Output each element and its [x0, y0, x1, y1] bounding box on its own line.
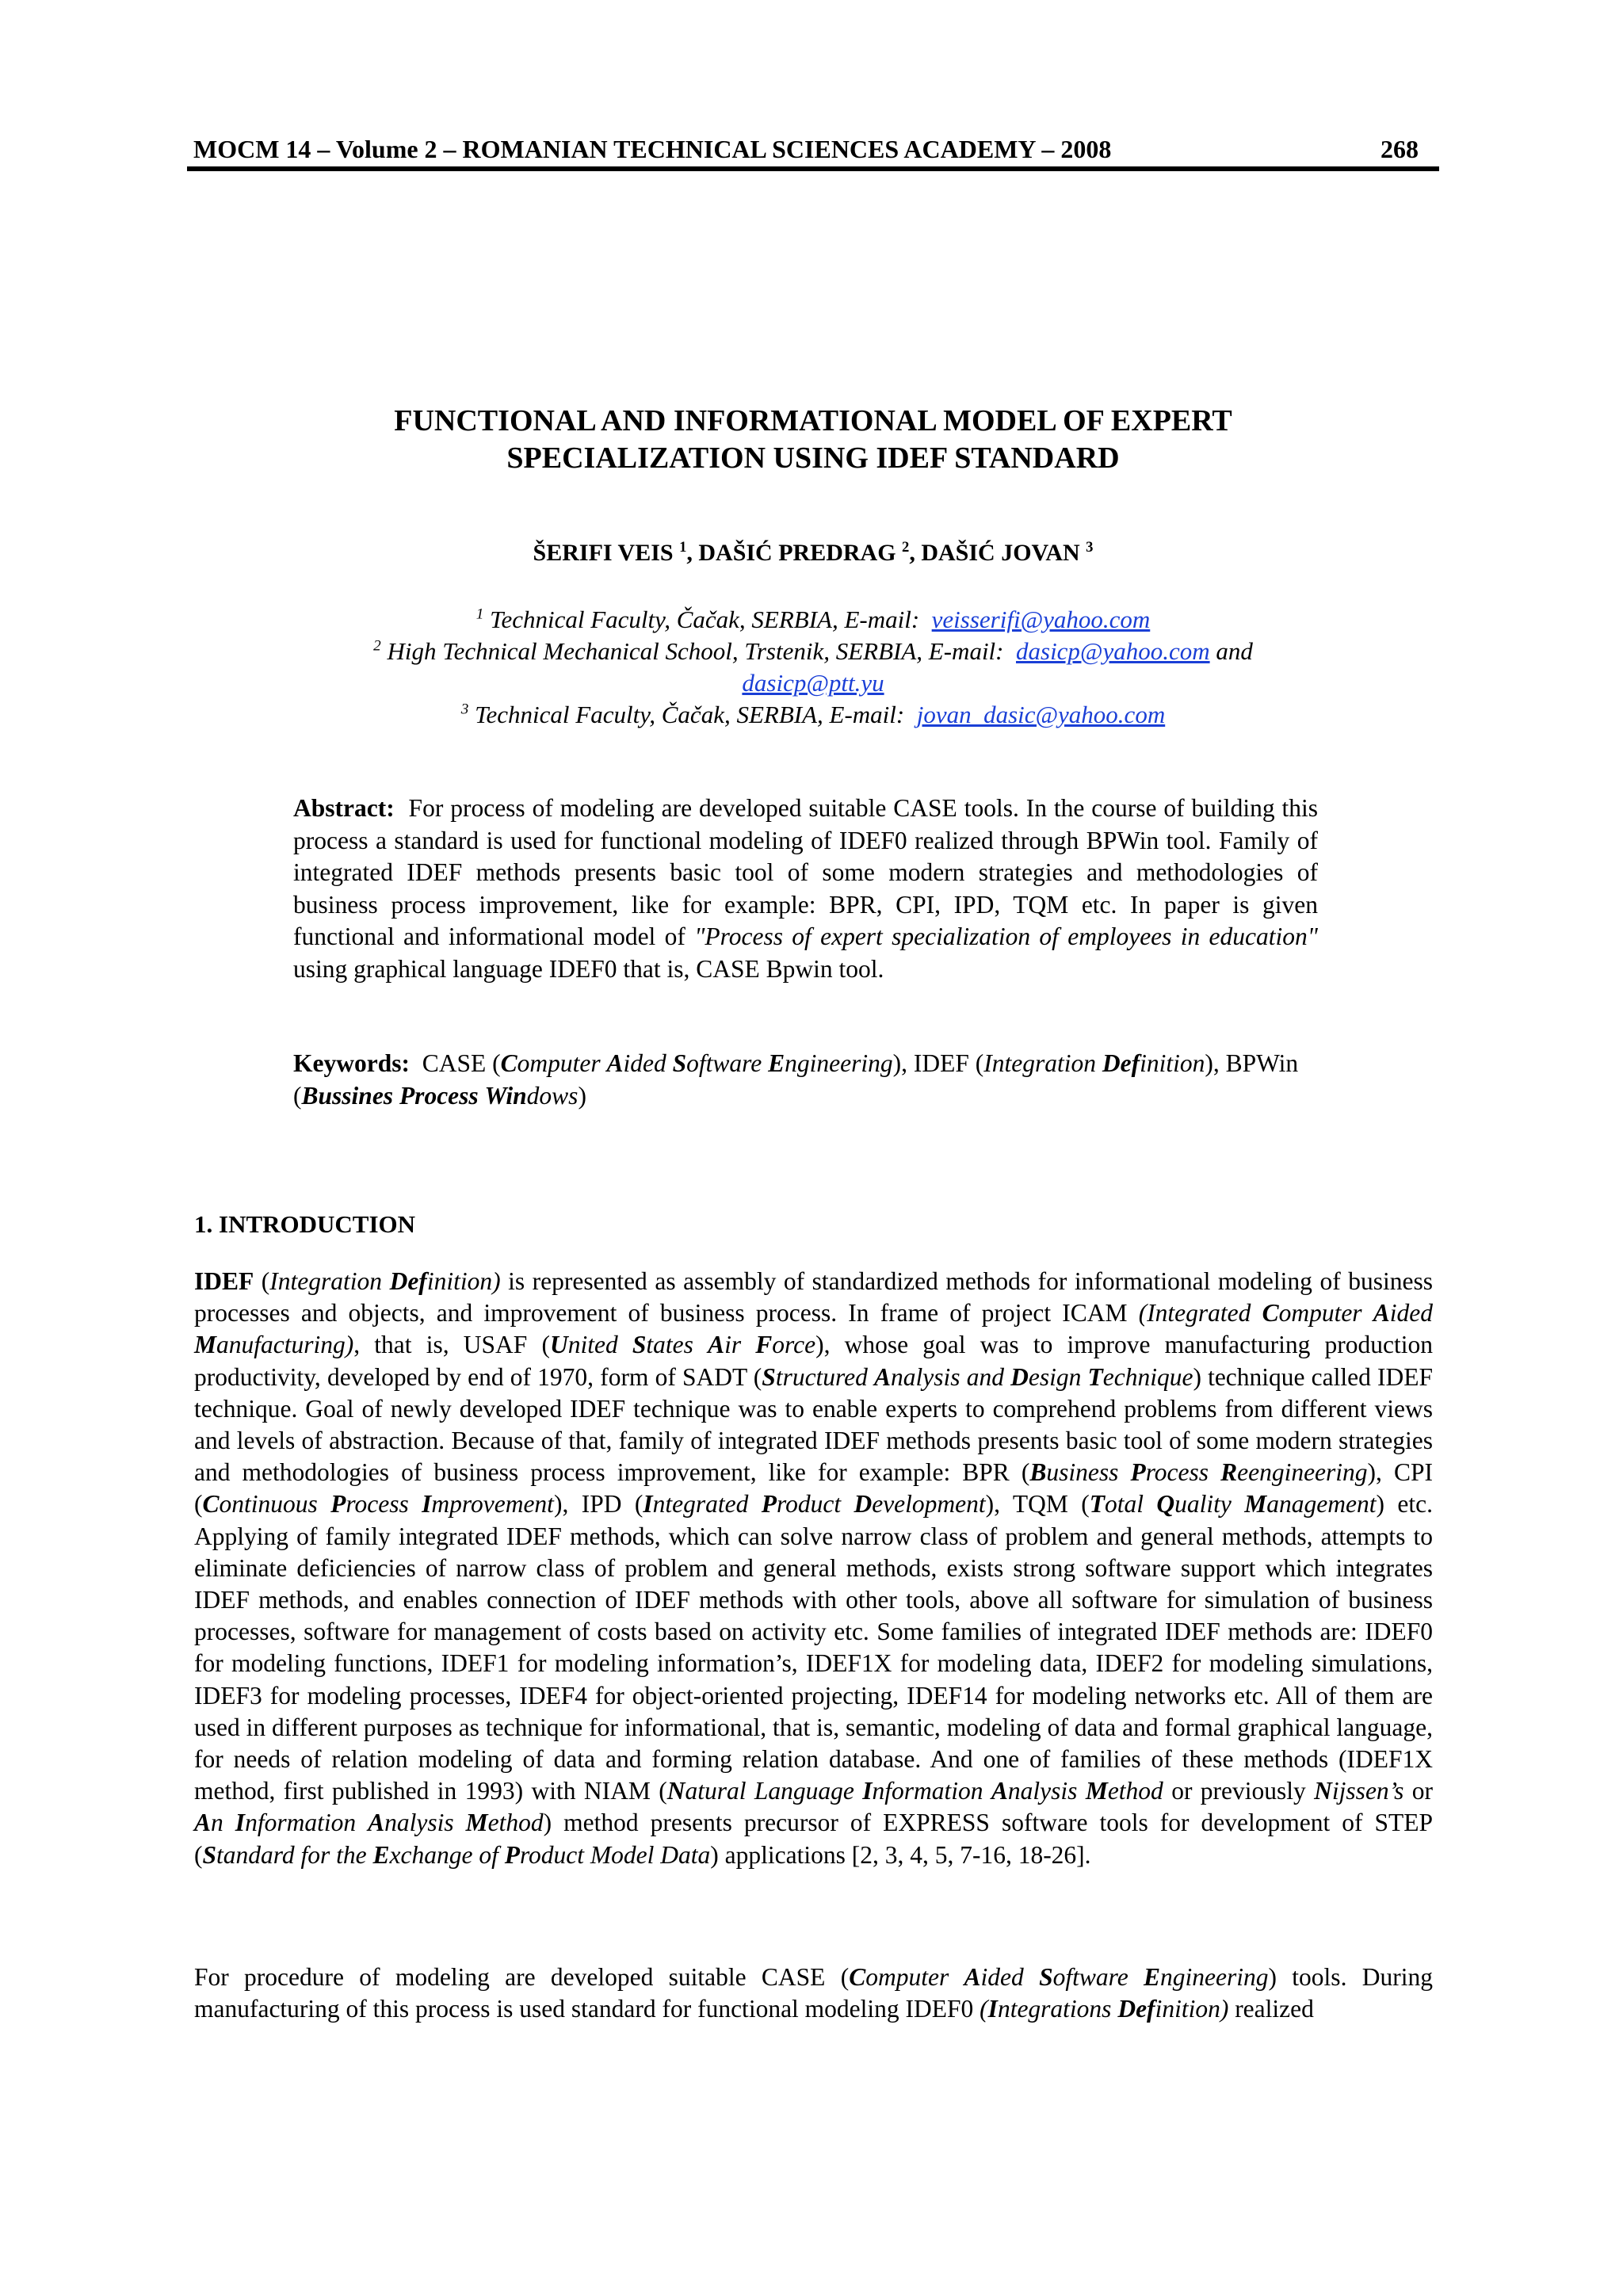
text-run: evelopment	[872, 1490, 986, 1519]
text-run: E	[372, 1840, 390, 1869]
text-run: tates	[646, 1331, 708, 1359]
section-heading: 1. INTRODUCTION	[194, 1210, 416, 1238]
kw-initial: Bussines	[301, 1081, 394, 1110]
affiliation-2-cont	[187, 667, 1439, 699]
text-run: inition)	[1155, 1995, 1229, 2023]
kw-text: Integration	[983, 1049, 1102, 1077]
text-run: (	[980, 1995, 988, 2023]
text-run: D	[1010, 1362, 1029, 1391]
text-run: U	[549, 1331, 568, 1359]
kw-text	[479, 1082, 485, 1110]
text-run: (	[254, 1267, 270, 1295]
text-run: A	[874, 1362, 892, 1391]
kw-initial: Process	[399, 1081, 479, 1110]
abstract-text: For process of modeling are developed suitable CASE tools. In the course of building this process a standard is used for functional modeling of IDEF0 realized through BPWin tool. Family of integrated IDEF methods presents basic tool of some modern strategies and methodologies of business process improvement, like for example: BPR, CPI, IPD, TQM etc. In paper is given functional and informational model of	[293, 794, 1318, 950]
text-run: P	[504, 1840, 520, 1869]
text-run: I	[987, 1995, 998, 2023]
kw-text: omputer	[517, 1049, 607, 1077]
affil-conjunction: and	[1216, 637, 1253, 665]
text-run: S	[1039, 1963, 1053, 1991]
keywords	[293, 1048, 1318, 1112]
author-affil-mark: 3	[1086, 539, 1094, 556]
text-run: M	[465, 1809, 488, 1837]
text-run: A	[368, 1809, 385, 1837]
text-run: N	[666, 1777, 685, 1805]
text-run: roduct	[777, 1490, 854, 1519]
abstract-label: Abstract:	[293, 794, 395, 822]
text-run: nalysis	[1007, 1777, 1086, 1805]
text-run: IDEF	[194, 1267, 254, 1295]
affil-mark: 2	[373, 637, 381, 655]
email-link[interactable]: veisserifi@yahoo.com	[931, 606, 1151, 633]
text-run: F	[755, 1331, 773, 1359]
abstract-quote: "Process of expert specialization of employees in education"	[694, 923, 1318, 950]
text-run: For procedure of modeling are developed suitable CASE (	[194, 1963, 850, 1991]
affil-text: Technical Faculty, Čačak, SERBIA, E-mail:	[475, 701, 905, 728]
kw-text: ided	[623, 1049, 673, 1077]
text-run: M	[1244, 1490, 1267, 1519]
text-run: Def	[1117, 1995, 1155, 2023]
text-run: esign	[1028, 1362, 1088, 1391]
kw-text	[393, 1082, 399, 1110]
text-run: is represented as assembly of standardized methods for informational modeling of business processes and objects, and improvement of business process. In frame of project ICAM	[194, 1267, 1433, 1328]
text-run: M	[1085, 1777, 1108, 1805]
kw-initial: Win	[484, 1081, 527, 1110]
text-run: ntegrations	[997, 1995, 1118, 2023]
kw-initial: A	[606, 1049, 624, 1077]
text-run: ethod	[487, 1809, 544, 1837]
text-run: S	[632, 1331, 647, 1359]
author-list: ŠERIFI VEIS $^1$, DAŠIĆ PREDRAG $^2$, DAŠIĆ JOVAN $^3$	[533, 539, 1094, 566]
text-run: orce	[772, 1331, 816, 1359]
email-link[interactable]: dasicp@yahoo.com	[1016, 637, 1210, 665]
text-run: S	[762, 1362, 776, 1391]
text-run: ethod	[1107, 1777, 1163, 1805]
author-affil-mark: 2	[902, 539, 910, 556]
text-run: T	[1089, 1490, 1105, 1519]
text-run: eengineering	[1237, 1458, 1368, 1487]
text-run: or	[1403, 1777, 1433, 1805]
text-run: uality	[1174, 1490, 1245, 1519]
kw-text: )	[578, 1081, 586, 1110]
paragraph-1	[194, 1266, 1433, 1871]
text-run: ), whose goal was to improve manufacturing production productivity, developed by end of 1970, form of SADT (	[194, 1331, 1433, 1391]
text-run: ), IPD (	[553, 1490, 643, 1519]
kw-text: CASE (	[422, 1049, 501, 1077]
text-run: A	[708, 1331, 725, 1359]
title-line-1: FUNCTIONAL AND INFORMATIONAL MODEL OF EXPERT	[394, 404, 1232, 437]
text-run: usiness	[1046, 1458, 1131, 1487]
text-run: ijssen’s	[1331, 1777, 1404, 1805]
text-run: ontinuous	[219, 1490, 331, 1519]
kw-text: inition	[1140, 1049, 1205, 1077]
text-run: P	[761, 1490, 777, 1519]
text-run: inition)	[426, 1267, 501, 1295]
paragraph-2	[194, 1962, 1433, 2025]
text-run: nalysis and	[891, 1362, 1011, 1391]
affil-mark: 1	[475, 606, 484, 623]
affiliation-2	[187, 636, 1439, 667]
text-run: xchange of	[389, 1840, 505, 1869]
text-run: anufacturing)	[216, 1331, 354, 1359]
text-run: ) etc. Applying of family integrated IDEF methods, which can solve narrow class of problem and general methods, attempts to eliminate deficiencies of narrow class of problem and general methods, exists strong software support which integrates IDEF methods, and enables connection of IDEF methods with other tools, above all software for simulation of business processes, software for management of costs based on activity etc. Some families of integrated IDEF methods are: IDEF0 for modeling functions, IDEF1 for modeling information’s, IDEF1X for modeling data, IDEF2 for modeling simulations, IDEF3 for modeling processes, IDEF4 for object-oriented projecting, IDEF14 for modeling networks etc. All of them are used in different purposes as technique for informational, that is, semantic, modeling of data and formal graphical language, for needs of relation modeling of data and forming relation database. And one of families of these methods (IDEF1X method, first published in 1993) with NIAM (	[194, 1490, 1433, 1805]
text-run: P	[1130, 1458, 1146, 1487]
text-run: I	[643, 1490, 653, 1519]
author-name: DAŠIĆ PREDRAG	[698, 540, 896, 566]
abstract	[293, 793, 1318, 985]
text-run: I	[422, 1490, 432, 1519]
keywords-label: Keywords:	[293, 1049, 410, 1077]
abstract-text: using graphical language IDEF0 that is, CASE Bpwin tool.	[293, 954, 884, 983]
text-run: S	[202, 1840, 217, 1869]
text-run: ) method presents precursor of EXPRESS software tools for development of STEP (	[194, 1809, 1434, 1869]
author-affil-mark: 1	[679, 539, 687, 556]
text-run: nformation	[872, 1777, 991, 1805]
kw-initial: S	[672, 1049, 687, 1077]
affil-text: High Technical Mechanical School, Trstenik, SERBIA, E-mail:	[387, 637, 1004, 665]
text-run: A	[194, 1809, 212, 1837]
text-run: roduct Model Data	[519, 1840, 711, 1869]
text-run: mprovement	[431, 1490, 554, 1519]
text-run: C	[202, 1490, 220, 1519]
text-run: otal	[1104, 1490, 1157, 1519]
text-run: atural Language	[685, 1777, 863, 1805]
text-run: ) technique called IDEF technique. Goal of newly developed IDEF technique was to enable experts to comprehend problems from different views and levels of abstraction. Because of that, family of integrated IDEF methods presents basic tool of some modern strategies and methodologies of business process improvement, like for example: BPR (	[194, 1362, 1433, 1487]
kw-text: dows	[526, 1081, 579, 1110]
text-run: omputer	[865, 1963, 964, 1991]
text-run: ) applications [2, 3, 4, 5, 7-16, 18-26].	[710, 1840, 1091, 1869]
text-run: or previously	[1163, 1777, 1315, 1805]
text-run: I	[235, 1809, 246, 1837]
text-run: nited	[567, 1331, 632, 1359]
text-run: ngineering	[1160, 1963, 1269, 1991]
kw-text: ), IDEF (	[892, 1049, 984, 1077]
text-run: A	[991, 1777, 1008, 1805]
text-run: N	[1314, 1777, 1332, 1805]
text-run: , that is, USAF (	[353, 1331, 550, 1359]
text-run: echnique	[1102, 1362, 1193, 1391]
kw-initial: Def	[1102, 1049, 1140, 1077]
affiliation-1	[187, 604, 1439, 636]
kw-initial: C	[500, 1049, 517, 1077]
text-run: realized	[1228, 1995, 1314, 2023]
text-run: ided	[1389, 1299, 1433, 1328]
text-run: C	[1262, 1299, 1279, 1328]
text-run: T	[1087, 1362, 1103, 1391]
text-run: nformation	[245, 1809, 369, 1837]
text-run: Q	[1156, 1490, 1175, 1519]
text-run: (Integrated	[1138, 1299, 1262, 1328]
text-run: ir	[724, 1331, 756, 1359]
text-run: ), TQM (	[985, 1490, 1090, 1519]
text-run: tructured	[775, 1362, 875, 1391]
text-run: oftware	[1052, 1963, 1144, 1991]
affiliation-3	[187, 699, 1439, 731]
text-run: B	[1029, 1458, 1047, 1487]
text-run: rocess	[346, 1490, 422, 1519]
title-line-2: SPECIALIZATION USING IDEF STANDARD	[506, 441, 1120, 475]
text-run: R	[1220, 1458, 1238, 1487]
text-run: C	[849, 1963, 866, 1991]
text-run: ided	[980, 1963, 1040, 1991]
kw-initial: E	[768, 1049, 785, 1077]
kw-text: ), BPWin (	[293, 1049, 1299, 1110]
kw-text: oftware	[686, 1049, 769, 1077]
text-run: P	[330, 1490, 346, 1519]
text-run: ntegrated	[652, 1490, 762, 1519]
text-run: ) tools. During manufacturing of this process is used standard for functional modeling IDEF0	[194, 1963, 1433, 2023]
text-run: I	[862, 1777, 873, 1805]
author-name: ŠERIFI VEIS	[533, 540, 674, 566]
text-run: D	[854, 1490, 873, 1519]
text-run: anagement	[1266, 1490, 1377, 1519]
text-run: rocess	[1145, 1458, 1221, 1487]
page-number: 268	[1381, 135, 1419, 163]
kw-text: ngineering	[785, 1049, 893, 1077]
journal-title: MOCM 14 – Volume 2 – ROMANIAN TECHNICAL SCIENCES ACADEMY – 2008	[193, 135, 1112, 163]
text-run: omputer	[1278, 1299, 1373, 1328]
text-run: A	[964, 1963, 981, 1991]
affil-text: Technical Faculty, Čačak, SERBIA, E-mail:	[490, 606, 920, 633]
text-run: n	[211, 1809, 235, 1837]
email-link[interactable]: dasicp@ptt.yu	[742, 669, 884, 697]
author-name: DAŠIĆ JOVAN	[921, 540, 1080, 566]
text-run: Integration	[269, 1267, 390, 1295]
text-run: nalysis	[384, 1809, 466, 1837]
paper-title	[187, 403, 1439, 477]
text-run: M	[194, 1331, 217, 1359]
text-run: E	[1144, 1963, 1161, 1991]
email-link[interactable]: jovan_dasic@yahoo.com	[916, 701, 1166, 728]
running-header	[187, 133, 1439, 171]
affiliations	[187, 604, 1439, 731]
text-run: ), CPI (	[194, 1458, 1433, 1519]
text-run: tandard for the	[216, 1840, 373, 1869]
text-run: Def	[389, 1267, 427, 1295]
affil-mark: 3	[460, 701, 469, 718]
text-run: A	[1373, 1299, 1390, 1328]
